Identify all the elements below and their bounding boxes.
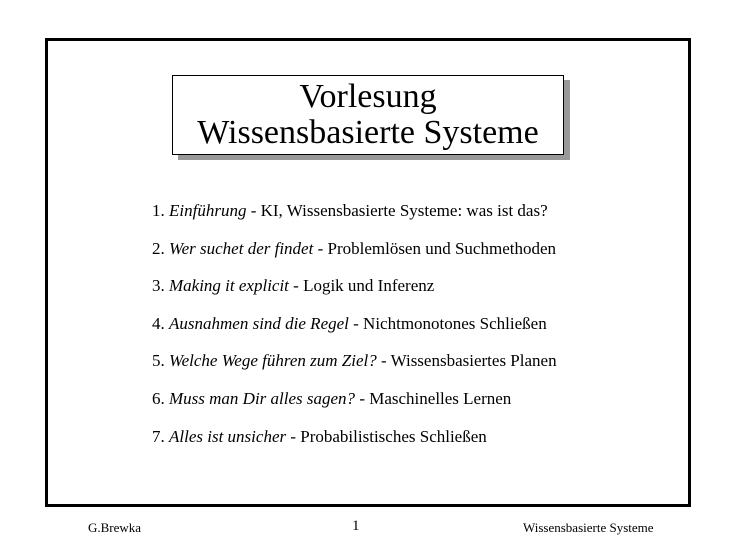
topic-title: Alles ist unsicher: [169, 426, 287, 446]
topic-item: [152, 197, 557, 235]
title-line-2: Wissensbasierte Systeme: [197, 114, 539, 151]
title-box: [172, 75, 564, 155]
topic-description: - Logik und Inferenz: [288, 276, 435, 296]
topic-description: - Problemlösen und Suchmethoden: [313, 238, 557, 258]
topic-title: Ausnahmen sind die Regel: [169, 313, 349, 333]
topic-number: 7.: [152, 426, 165, 446]
topic-title: Einführung: [169, 201, 247, 220]
topic-number: 5.: [152, 351, 165, 371]
topic-number: 3.: [152, 276, 165, 296]
title-line-1: Vorlesung: [299, 78, 437, 115]
topic-item: [152, 310, 557, 348]
topic-number: 6.: [152, 388, 165, 408]
topic-description: - Probabilistisches Schließen: [286, 426, 487, 446]
topic-item: [152, 272, 557, 310]
footer-course-title: Wissensbasierte Systeme: [523, 520, 654, 535]
topic-item: [152, 385, 557, 423]
topic-description: - Wissensbasiertes Planen: [376, 351, 557, 371]
topic-item: [152, 423, 557, 461]
topic-description: - Maschinelles Lernen: [355, 388, 512, 408]
footer-page-number: 1: [352, 518, 360, 534]
topic-number: 2.: [152, 238, 165, 258]
topic-number: 4.: [152, 313, 165, 333]
topic-item: [152, 235, 557, 273]
topic-item: [152, 347, 557, 385]
topic-list: [152, 197, 557, 460]
topic-number: 1.: [152, 201, 165, 220]
topic-title: Making it explicit: [169, 276, 289, 296]
topic-title: Muss man Dir alles sagen?: [169, 388, 356, 408]
topic-description: - KI, Wissensbasierte Systeme: was ist das?: [246, 201, 548, 220]
footer-author: G.Brewka: [88, 520, 142, 535]
topic-title: Wer suchet der findet: [169, 238, 314, 258]
topic-description: - Nichtmonotones Schließen: [348, 313, 547, 333]
topic-title: Welche Wege führen zum Ziel?: [169, 351, 377, 371]
